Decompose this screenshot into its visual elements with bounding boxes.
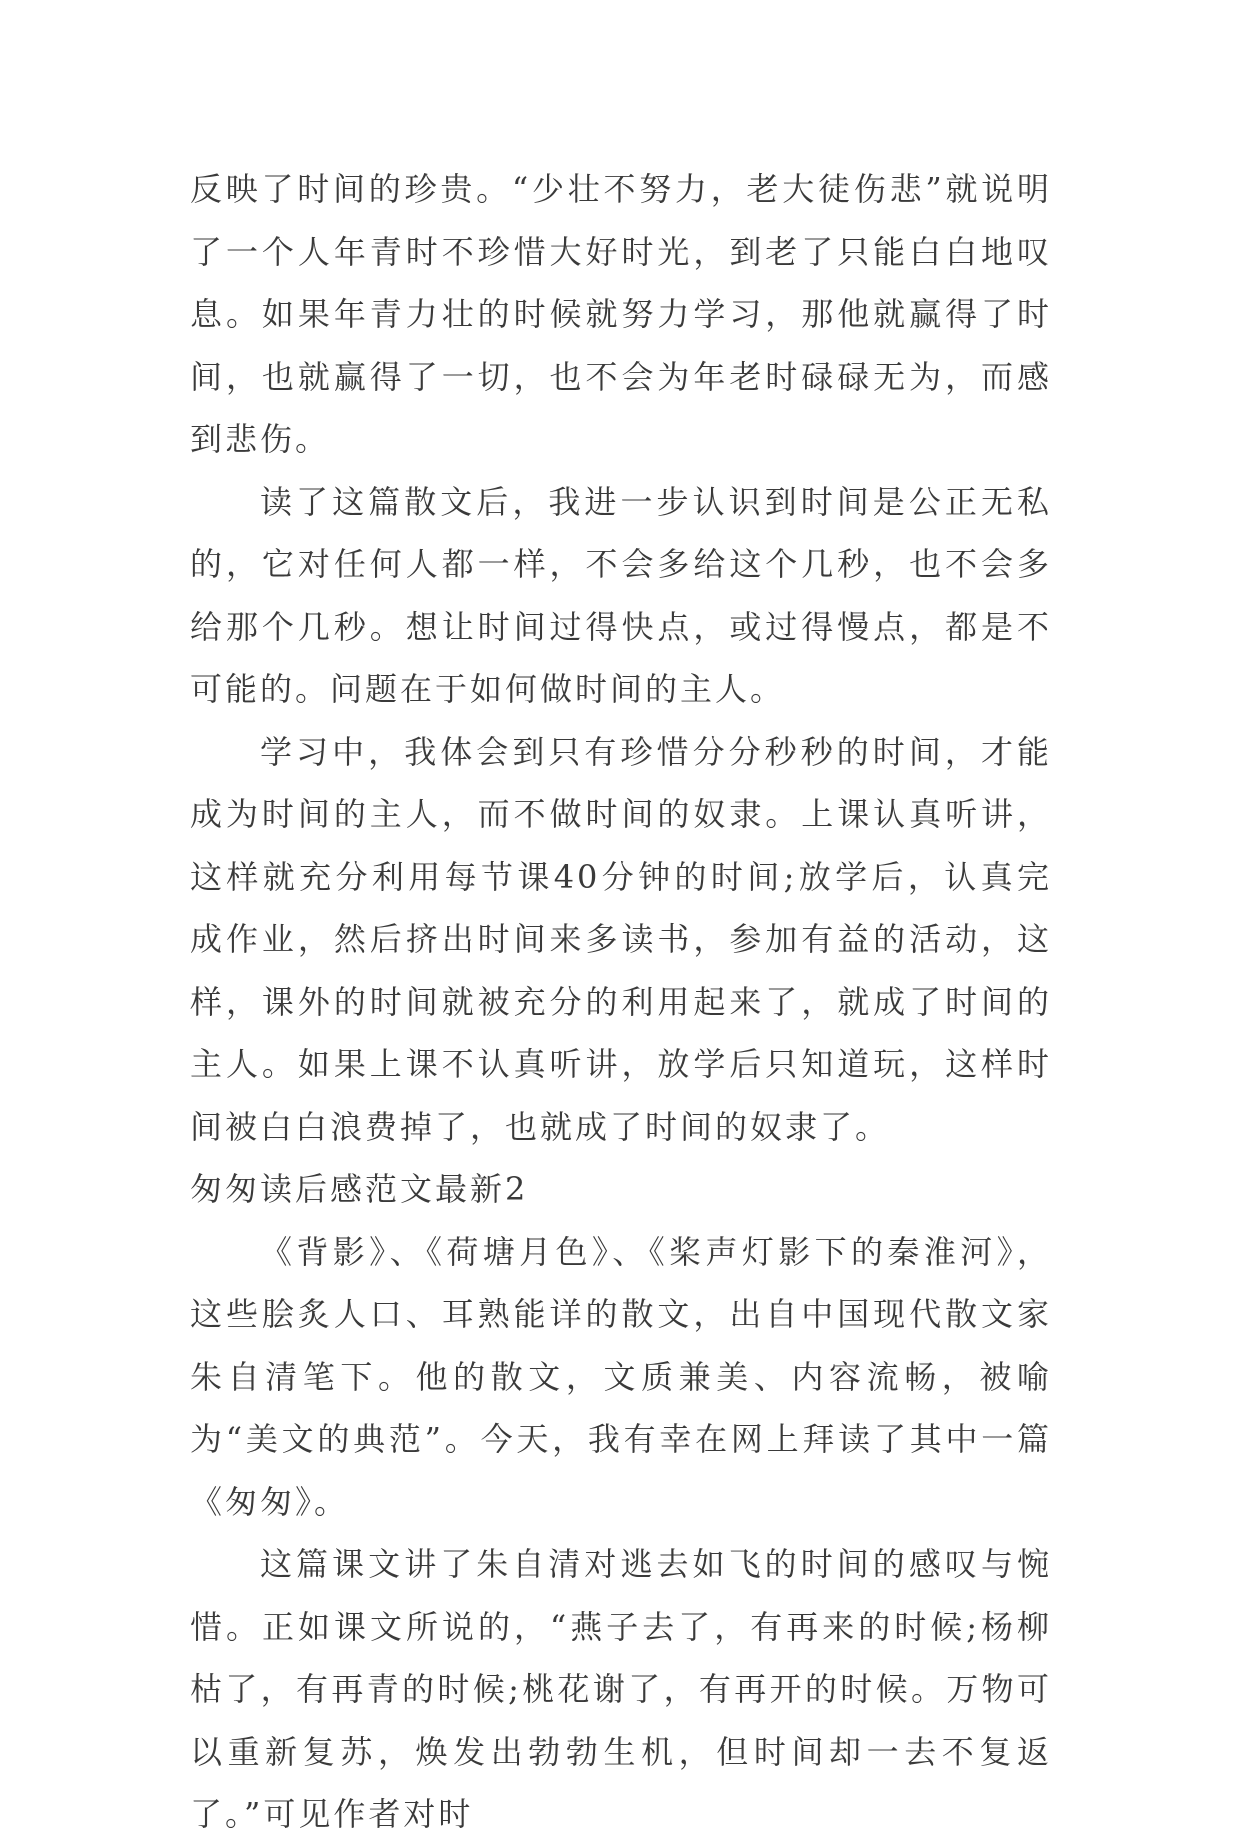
paragraph-2: 读了这篇散文后，我进一步认识到时间是公正无私的，它对任何人都一样，不会多给这个几秒，也不会多给那个几秒。想让时间过得快点，或过得慢点，都是不可能的。问题在于如何做时间的主人。 <box>190 482 1052 708</box>
paragraph-3: 学习中，我体会到只有珍惜分分秒秒的时间，才能成为时间的主人，而不做时间的奴隶。上课认真听讲，这样就充分利用每节课40分钟的时间;放学后，认真完成作业，然后挤出时间来多读书，参加有益的活动，这样，课外的时间就被充分的利用起来了，就成了时间的主人。如果上课不认真听讲，放学后只知道玩，这样时间被白白浪费掉了，也就成了时间的奴隶了。 <box>190 732 1052 1146</box>
paragraph-4: 《背影》、《荷塘月色》、《桨声灯影下的秦淮河》，这些脍炙人口、耳熟能详的散文，出自中国现代散文家朱自清笔下。他的散文，文质兼美、内容流畅，被喻为“美文的典范”。今天，我有幸在网上拜读了其中一篇《匆匆》。 <box>190 1232 1052 1521</box>
section-heading: 匆匆读后感范文最新2 <box>190 1170 529 1208</box>
paragraph-5: 这篇课文讲了朱自清对逃去如飞的时间的感叹与惋惜。正如课文所说的，“燕子去了，有再来的时候;杨柳枯了，有再青的时候;桃花谢了，有再开的时候。万物可以重新复苏，焕发出勃勃生机，但时间却一去不复返了。”可见作者对时 <box>190 1545 1052 1833</box>
document-body <box>190 158 1052 1846</box>
paragraph-1: 反映了时间的珍贵。“少壮不努力，老大徒伤悲”就说明了一个人年青时不珍惜大好时光，到老了只能白白地叹息。如果年青力壮的时候就努力学习，那他就赢得了时间，也就赢得了一切，也不会为年老时碌碌无为，而感到悲伤。 <box>190 170 1052 458</box>
